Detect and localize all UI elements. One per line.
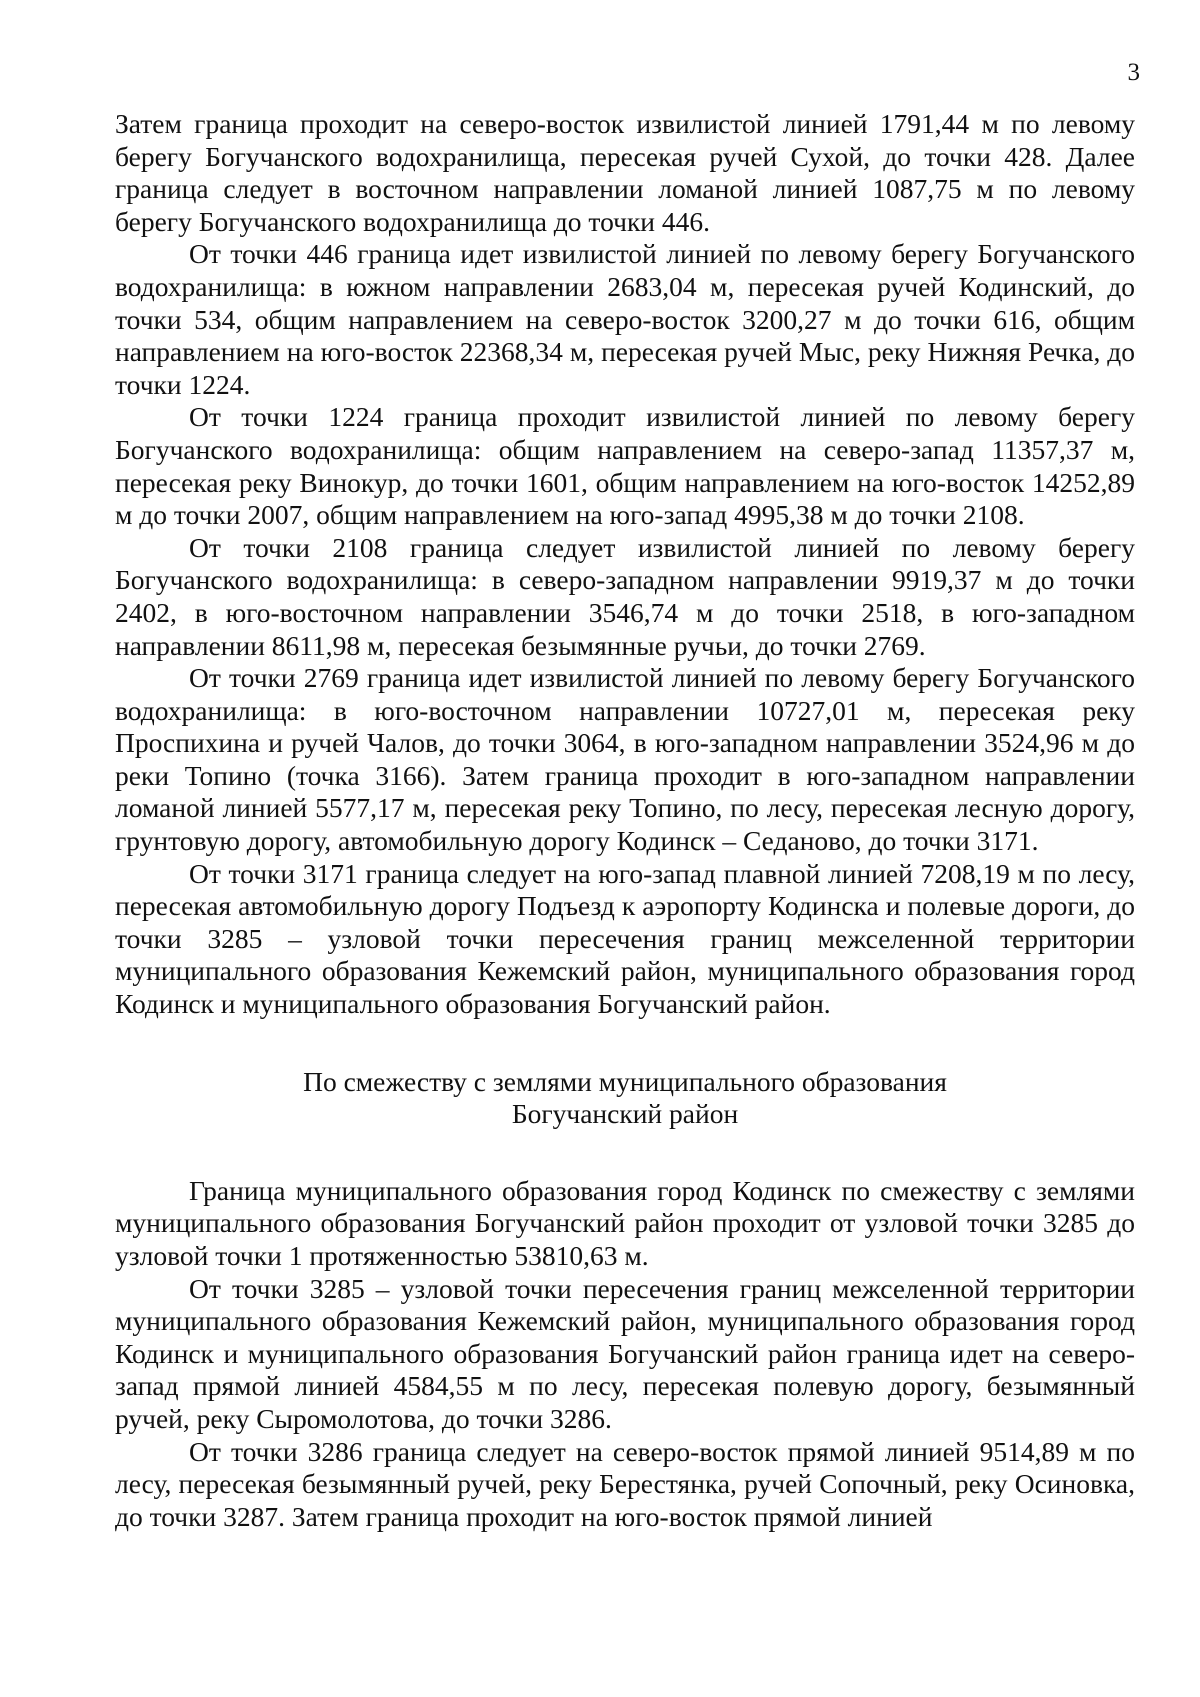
paragraph: Граница муниципального образования город Кодинск по смежеству с землями муниципального образования Богучанский район проходит от узловой точки 3285 до узловой точки 1 протяженностью 53810,63 м.: [115, 1174, 1135, 1271]
paragraph: Затем граница проходит на северо-восток извилистой линией 1791,44 м по левому берегу Богучанского водохранилища, пересекая ручей Сухой, до точки 428. Далее граница следует в восточном направлении ломаной линией 1087,75 м по левому берегу Богучанского водохранилища до точки 446.: [115, 108, 1135, 237]
paragraph: От точки 2108 граница следует извилистой линией по левому берегу Богучанского водохранилища: в северо-западном направлении 9919,37 м до точки 2402, в юго-восточном направлении 3546,74 м до точки 2518, в юго-западном направлении 8611,98 м, пересекая безымянные ручьи, до точки 2769.: [115, 531, 1135, 661]
section-heading-line: По смежеству с землями муниципального образования: [303, 1065, 947, 1097]
paragraph: От точки 446 граница идет извилистой линией по левому берегу Богучанского водохранилища: в южном направлении 2683,04 м, пересекая ручей Кодинский, до точки 534, общим направлением на северо-восток 3200,27 м до точки 616, общим направлением на юго-восток 22368,34 м, пересекая ручей Мыс, реку Нижняя Речка, до точки 1224.: [115, 238, 1135, 400]
paragraph: От точки 2769 граница идет извилистой линией по левому берегу Богучанского водохранилища: в юго-восточном направлении 10727,01 м, пересекая реку Проспихина и ручей Чалов, до точки 3064, в юго-западном направлении 3524,96 м до реки Топино (точка 3166). Затем граница проходит в юго-западном направлении ломаной линией 5577,17 м, пересекая реку Топино, по лесу, пересекая лесную дорогу, грунтовую дорогу, автомобильную дорогу Кодинск – Седаново, до точки 3171.: [115, 662, 1135, 857]
paragraph: От точки 3286 граница следует на северо-восток прямой линией 9514,89 м по лесу, пересекая безымянный ручей, реку Берестянка, ручей Сопочный, реку Осиновка, до точки 3287. Затем граница проходит на юго-восток прямой линией: [115, 1435, 1135, 1532]
page-number: 3: [1127, 59, 1140, 86]
section-heading-line: Богучанский район: [511, 1098, 739, 1130]
section-heading: [115, 1066, 1135, 1131]
document-body: [115, 108, 1135, 1533]
paragraph: От точки 3285 – узловой точки пересечения границ межселенной территории муниципального образования Кежемский район, муниципального образования город Кодинск и муниципального образования Богучанский район граница идет на северо-запад прямой линией 4584,55 м по лесу, пересекая полевую дорогу, безымянный ручей, реку Сыромолотова, до точки 3286.: [115, 1272, 1135, 1434]
paragraph: От точки 1224 граница проходит извилистой линией по левому берегу Богучанского водохранилища: общим направлением на северо-запад 11357,37 м, пересекая реку Винокур, до точки 1601, общим направлением на юго-восток 14252,89 м до точки 2007, общим направлением на юго-запад 4995,38 м до точки 2108.: [115, 401, 1135, 531]
paragraph: От точки 3171 граница следует на юго-запад плавной линией 7208,19 м по лесу, пересекая автомобильную дорогу Подъезд к аэропорту Кодинска и полевые дороги, до точки 3285 – узловой точки пересечения границ межселенной территории муниципального образования Кежемский район, муниципального образования город Кодинск и муниципального образования Богучанский район.: [115, 857, 1135, 1020]
